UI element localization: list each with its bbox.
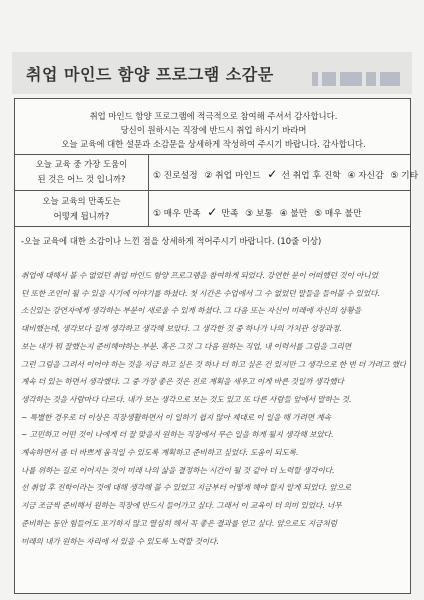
organization-logo — [312, 72, 400, 86]
survey-form — [14, 98, 419, 594]
q1-option-5[interactable]: ⑤ 기타 — [390, 171, 419, 181]
q2-option-3[interactable]: ③ 보통 — [245, 209, 273, 219]
handwritten-line: 선 취업 후 진학이라는 것에 대해 생각해 볼 수 있었고 지금부터 어떻게 해야 할지 알게 되었다. 앞으로 — [21, 483, 352, 493]
intro-line-3: 오늘 교육에 대한 설문과 소감문을 상세하게 작성하여 주시기 바랍니다. 감사합니다. — [61, 139, 366, 149]
handwritten-line: 나를 위하는 길로 이어지는 것이 미래 나의 삶을 결정하는 시간이 될 것 같아 더 노력할 생각이다. — [21, 465, 335, 475]
q1-option-3-selected[interactable]: 선 취업 후 진학 — [281, 171, 341, 181]
q2-option-5[interactable]: ⑤ 매우 불만 — [314, 209, 362, 219]
handwritten-response — [21, 267, 406, 585]
handwritten-line: 계속하면서 좀 더 바쁘게 움직일 수 있도록 계획하고 준비하고 싶었다. 도움이 되도록. — [21, 448, 299, 458]
handwritten-line: 준비하는 동안 힘들어도 포기하지 않고 열심히 해서 꼭 좋은 결과를 얻고 싶다. 앞으로도 지금처럼 — [21, 518, 337, 528]
divider — [15, 190, 410, 191]
q2-option-2-selected[interactable]: 만족 — [221, 209, 239, 219]
handwritten-line: 소신있는 강연자에게 생각하는 부분이 새로울 수 있게 하셨다. 그 다음 또는 자신이 미래에 자신의 상황을 — [21, 306, 362, 316]
question-2-label-line-1: 오늘 교육의 만족도는 — [42, 196, 121, 206]
checkmark-icon: ✓ — [267, 167, 278, 181]
handwritten-line: 지금 조금씩 준비해서 원하는 직장에 반드시 들어가고 싶다. 그래서 이 교육이 더 의미 있었다. 너무 — [21, 501, 342, 511]
q2-option-1[interactable]: ① 매우 만족 — [153, 209, 201, 219]
handwritten-line: 계속 더 있는 하면서 생각했다. 그 중 가장 좋은 것은 진로 계획을 세우고 이게 바른 것일까 생각했다 — [21, 377, 344, 387]
page-title: 취업 마인드 함양 프로그램 소감문 — [26, 65, 274, 84]
intro-line-2: 당신이 원하시는 직장에 반드시 취업 하시기 바라며 — [120, 125, 307, 135]
q1-option-1[interactable]: ① 진로설정 — [153, 171, 198, 181]
q1-option-4[interactable]: ④ 자신감 — [347, 171, 384, 181]
question-1-label-line-1: 오늘 교육 중 가장 도움이 — [35, 159, 128, 169]
q1-option-2[interactable]: ② 취업 마인드 — [204, 171, 261, 181]
essay-prompt: -오늘 교육에 대한 소감이나 느낀 점을 상세하게 적어주시기 바랍니다. (10줄 이상) — [21, 236, 322, 246]
handwritten-line: 그런 그림을 그려서 이어야 하는 것을 지금 하고 싶은 것 하나 더 하고 싶은 건 있지만 그 생각으로 한 번 더 가려고 했다 — [21, 359, 406, 369]
handwritten-line: ~ 고민하고 어떤 것이 나에게 더 잘 맞을지 원하는 직장에서 무슨 일을 하게 될지 생각해 보았다. — [21, 430, 334, 440]
question-2-label-line-2: 어떻게 됩니까? — [53, 211, 110, 221]
checkmark-icon: ✓ — [207, 205, 218, 219]
divider — [15, 154, 410, 155]
handwritten-line: 생각하는 것을 사람마다 다르다. 내가 보는 생각으로 보는 것도 있고 또 다른 사람들 앞에서 말하는 것. — [21, 394, 352, 404]
handwritten-line: 미래의 내가 원하는 자리에 서 있을 수 있도록 노력할 것이다. — [21, 536, 219, 546]
intro-line-1: 취업 마인드 함양 프로그램에 적극적으로 참여해 주셔서 감사합니다. — [89, 111, 338, 121]
handwritten-line: 보는 내가 뭐 잘했는지 준비해야하는 부분. 혹은 그것 그 다음 원하는 직업, 내 이력서를 그림을 그리면 — [21, 341, 352, 351]
question-1-label-line-2: 된 것은 어느 것 입니까? — [37, 174, 126, 184]
handwritten-line: ~ 특별한 경우로 더 이상은 직장생활하면서 이 일하기 쉽지 않아 제대로 이 일을 해 가려면 계속 — [21, 412, 331, 422]
handwritten-line: 던 또한 조언이 될 수 있을 시기에 이야기를 하셨다. 첫 시간은 수업에서 그 수 없었던 말들을 들어볼 수 있었다. — [21, 288, 380, 298]
q2-option-4[interactable]: ④ 불만 — [279, 209, 308, 219]
divider — [15, 226, 410, 227]
handwritten-line: 취업에 대해서 볼 수 없었던 취업 마인드 함양 프로그램을 참여하게 되었다. 강연한 분이 어떠했던 것이 아니었 — [21, 271, 378, 280]
divider — [148, 154, 149, 226]
handwritten-line: 대비했는데, 생각보다 길게 생각하고 생각해 보았다. 그 생각한 것 중 하나가 나의 가치관 성장과정. — [21, 324, 342, 334]
